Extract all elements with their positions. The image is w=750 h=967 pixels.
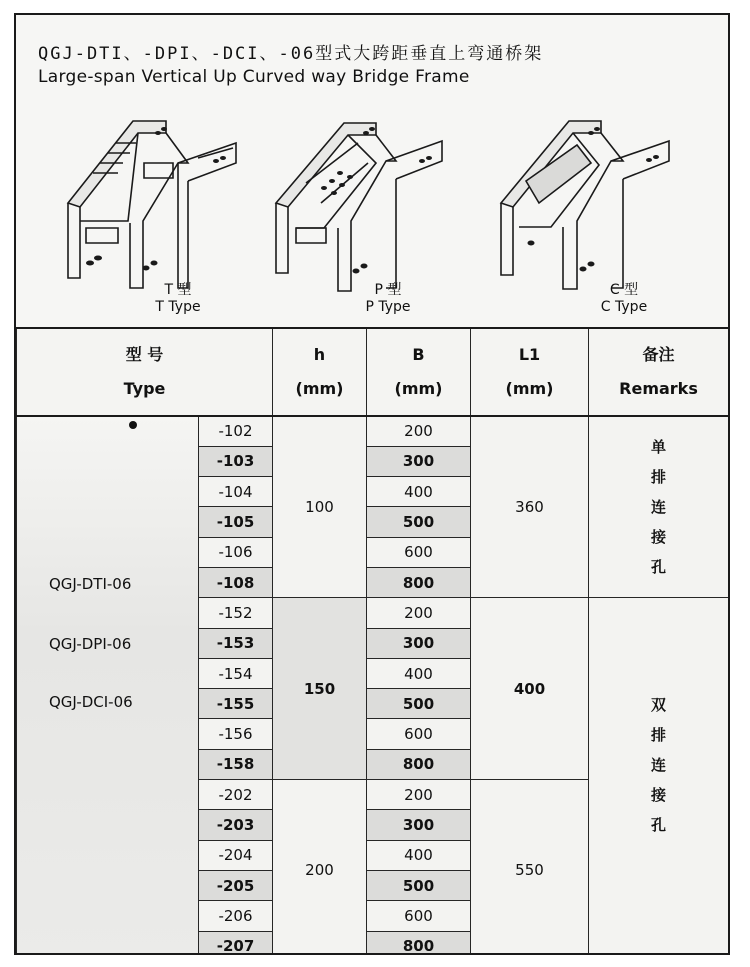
b-cell: 500: [367, 507, 471, 537]
header-type-cn: 型 号: [125, 345, 164, 364]
h-cell: 100: [273, 416, 367, 598]
caption-t-en: T Type: [155, 299, 201, 315]
b-cell: 400: [367, 840, 471, 870]
type-names-cell: [17, 416, 199, 955]
remark-char: 接: [650, 786, 666, 805]
figure-c-type: [491, 103, 681, 293]
remark-char: 接: [650, 528, 666, 547]
caption-c-en: C Type: [600, 299, 648, 315]
code-cell: -156: [199, 719, 273, 749]
code-cell: -207: [199, 931, 273, 955]
remark-char: 排: [650, 726, 666, 745]
code-cell: -203: [199, 810, 273, 840]
l1-cell: 360: [471, 416, 589, 598]
remark-char: 排: [650, 468, 666, 487]
l1-cell: 550: [471, 780, 589, 955]
code-cell: -205: [199, 870, 273, 900]
remarks-single-cell: [589, 416, 729, 598]
header-remarks-cn: 备注: [642, 345, 675, 364]
b-cell: 600: [367, 537, 471, 567]
header-remarks: [589, 328, 729, 416]
header-section: [16, 15, 728, 327]
type-name-dci: QGJ-DCI-06: [49, 693, 133, 711]
header-type-en: Type: [123, 379, 166, 398]
code-cell: -204: [199, 840, 273, 870]
b-cell: 800: [367, 749, 471, 779]
title-chinese: QGJ-DTI、-DPI、-DCI、-06型式大跨距垂直上弯通桥架: [38, 44, 544, 64]
b-cell: 400: [367, 477, 471, 507]
c-type-drawing: [491, 103, 681, 293]
p-type-drawing: [266, 103, 456, 293]
code-cell: -154: [199, 658, 273, 688]
ink-dot: [129, 421, 137, 429]
remark-char: 孔: [650, 558, 666, 577]
caption-c-type: [554, 282, 694, 316]
title-english: Large-span Vertical Up Curved way Bridge Frame: [38, 67, 470, 87]
caption-p-cn: P 型: [374, 282, 402, 298]
header-h-label: h: [313, 345, 326, 364]
l1-cell: 400: [471, 598, 589, 780]
b-cell: 200: [367, 598, 471, 628]
h-cell: 150: [273, 598, 367, 780]
b-cell: 300: [367, 446, 471, 476]
header-l1-unit: (mm): [505, 379, 554, 398]
remark-char: 单: [650, 438, 666, 457]
b-cell: 500: [367, 689, 471, 719]
remark-char: 双: [650, 696, 666, 715]
remarks-double-cell: [589, 598, 729, 955]
caption-t-cn: T 型: [164, 282, 192, 298]
caption-c-cn: C 型: [609, 282, 639, 298]
header-row: [17, 328, 729, 416]
code-cell: -153: [199, 628, 273, 658]
header-l1-label: L1: [518, 345, 541, 364]
b-cell: 300: [367, 628, 471, 658]
header-h: [273, 328, 367, 416]
remark-char: 连: [650, 756, 666, 775]
remark-char: 孔: [650, 816, 666, 835]
type-name-dpi: QGJ-DPI-06: [49, 635, 132, 653]
b-cell: 300: [367, 810, 471, 840]
header-b-label: B: [412, 345, 425, 364]
caption-t-type: [108, 282, 248, 316]
b-cell: 400: [367, 658, 471, 688]
b-cell: 600: [367, 719, 471, 749]
caption-p-en: P Type: [365, 299, 411, 315]
code-cell: -155: [199, 689, 273, 719]
code-cell: -103: [199, 446, 273, 476]
spec-table: [16, 327, 729, 955]
caption-p-type: [318, 282, 458, 316]
b-cell: 800: [367, 567, 471, 597]
figure-p-type: [266, 103, 456, 293]
header-b-unit: (mm): [394, 379, 443, 398]
header-b: [367, 328, 471, 416]
b-cell: 500: [367, 870, 471, 900]
type-name-dti: QGJ-DTI-06: [49, 575, 132, 593]
figure-t-type: [58, 103, 248, 293]
h-cell: 200: [273, 780, 367, 955]
spec-sheet: [14, 13, 730, 955]
remark-char: 连: [650, 498, 666, 517]
t-type-drawing: [58, 103, 248, 293]
header-type: [17, 328, 273, 416]
table-row: [17, 416, 729, 446]
code-cell: -158: [199, 749, 273, 779]
code-cell: -102: [199, 416, 273, 446]
code-cell: -152: [199, 598, 273, 628]
b-cell: 200: [367, 780, 471, 810]
code-cell: -206: [199, 901, 273, 931]
code-cell: -108: [199, 567, 273, 597]
header-remarks-en: Remarks: [619, 379, 698, 398]
header-h-unit: (mm): [295, 379, 344, 398]
code-cell: -105: [199, 507, 273, 537]
code-cell: -202: [199, 780, 273, 810]
header-l1: [471, 328, 589, 416]
code-cell: -104: [199, 477, 273, 507]
b-cell: 800: [367, 931, 471, 955]
b-cell: 200: [367, 416, 471, 446]
code-cell: -106: [199, 537, 273, 567]
b-cell: 600: [367, 901, 471, 931]
